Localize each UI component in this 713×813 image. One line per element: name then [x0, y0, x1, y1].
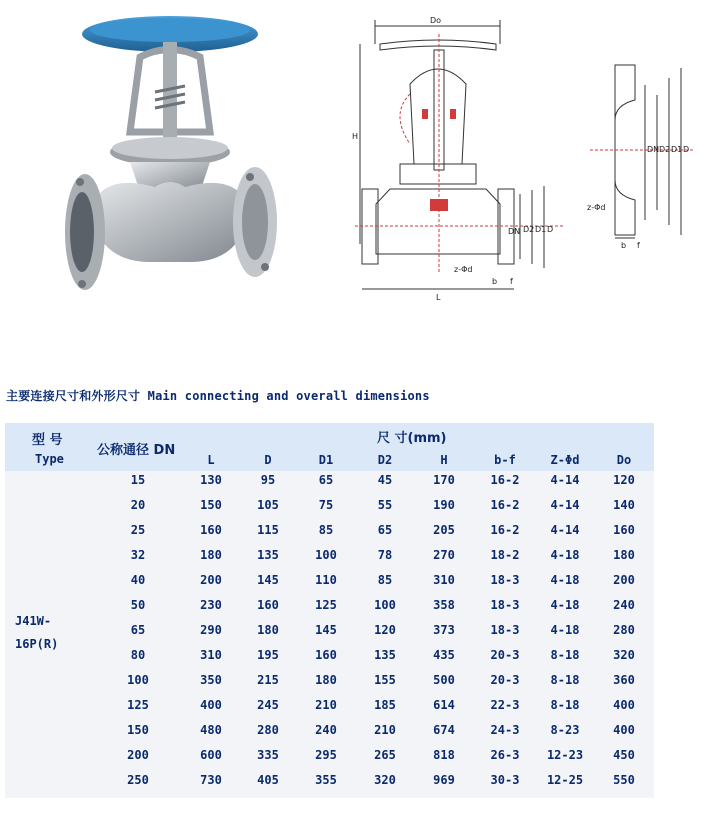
cell-do: 200	[613, 573, 635, 587]
cell-d2: 120	[374, 623, 396, 637]
label-f: f	[510, 277, 513, 286]
label-h: H	[352, 132, 359, 141]
cell-d1: 145	[315, 623, 337, 637]
cell-bf: 18-3	[490, 573, 520, 587]
cell-zd: 4-18	[550, 573, 580, 587]
caption-en: Main connecting and overall dimensions	[147, 389, 430, 403]
cell-d2: 155	[374, 673, 396, 687]
table-row	[5, 598, 654, 623]
cell-d1: 180	[315, 673, 337, 687]
cell-zd: 4-14	[550, 523, 580, 537]
cell-bf: 20-3	[490, 648, 520, 662]
table-row	[5, 698, 654, 723]
cell-zd: 4-18	[550, 623, 580, 637]
cell-h: 205	[433, 523, 455, 537]
cell-do: 400	[613, 698, 635, 712]
cell-h: 969	[433, 773, 455, 787]
cell-bf: 16-2	[490, 523, 520, 537]
cell-dn: 50	[130, 598, 146, 612]
header-col-zd: Z-Φd	[550, 453, 580, 467]
cell-dn: 32	[130, 548, 146, 562]
cell-d: 135	[257, 548, 279, 562]
cell-d: 335	[257, 748, 279, 762]
cell-l: 310	[200, 648, 222, 662]
table-row	[5, 648, 654, 673]
cell-h: 310	[433, 573, 455, 587]
cell-d: 115	[257, 523, 279, 537]
cell-d2: 320	[374, 773, 396, 787]
cell-do: 400	[613, 723, 635, 737]
flange-label-dn: DN	[647, 145, 660, 154]
cell-d1: 75	[318, 498, 334, 512]
cell-zd: 4-14	[550, 498, 580, 512]
flange-label-d1: D1	[671, 145, 683, 154]
cell-do: 450	[613, 748, 635, 762]
cell-d: 145	[257, 573, 279, 587]
cell-bf: 22-3	[490, 698, 520, 712]
cell-do: 180	[613, 548, 635, 562]
cell-d1: 125	[315, 598, 337, 612]
cell-do: 240	[613, 598, 635, 612]
cell-dn: 20	[130, 498, 146, 512]
cell-do: 320	[613, 648, 635, 662]
cell-l: 160	[200, 523, 222, 537]
cell-l: 480	[200, 723, 222, 737]
cell-zd: 12-23	[546, 748, 584, 762]
cell-d: 215	[257, 673, 279, 687]
table-row	[5, 773, 654, 798]
cell-bf: 16-2	[490, 473, 520, 487]
cell-d2: 45	[377, 473, 393, 487]
header-col-d2: D2	[377, 453, 393, 467]
cell-zd: 8-18	[550, 673, 580, 687]
label-b: b	[492, 277, 498, 286]
cell-d2: 185	[374, 698, 396, 712]
cell-zd: 8-18	[550, 648, 580, 662]
table-row	[5, 723, 654, 748]
label-d1: D1	[535, 225, 547, 234]
table-row	[5, 573, 654, 598]
cell-d2: 265	[374, 748, 396, 762]
cell-l: 130	[200, 473, 222, 487]
header-size-group: 尺 寸(mm)	[377, 431, 447, 446]
header-col-h: H	[440, 453, 448, 467]
cell-l: 180	[200, 548, 222, 562]
table-row	[5, 473, 654, 498]
flange-label-b: b	[621, 241, 627, 250]
cell-d2: 135	[374, 648, 396, 662]
cell-zd: 8-23	[550, 723, 580, 737]
cell-h: 358	[433, 598, 455, 612]
header-col-d1: D1	[318, 453, 334, 467]
label-zd: z-Φd	[454, 265, 473, 274]
cell-d2: 85	[377, 573, 393, 587]
flange-label-zd: z-Φd	[587, 203, 606, 212]
cell-d1: 100	[315, 548, 337, 562]
cell-dn: 15	[130, 473, 146, 487]
cell-bf: 18-3	[490, 623, 520, 637]
label-l: L	[436, 293, 441, 302]
label-d2: D2	[523, 225, 535, 234]
cell-d: 105	[257, 498, 279, 512]
header-col-l: L	[207, 453, 215, 467]
figure-area	[0, 0, 713, 330]
cell-d1: 355	[315, 773, 337, 787]
cell-do: 120	[613, 473, 635, 487]
cell-bf: 16-2	[490, 498, 520, 512]
cell-zd: 8-18	[550, 698, 580, 712]
cell-h: 170	[433, 473, 455, 487]
dimensions-table	[5, 423, 654, 798]
type-value-line1: J41W-	[15, 614, 52, 628]
cell-h: 373	[433, 623, 455, 637]
flange-label-f: f	[637, 241, 640, 250]
flange-detail-drawing	[585, 60, 700, 250]
cell-bf: 18-2	[490, 548, 520, 562]
table-row	[5, 673, 654, 698]
cell-d2: 100	[374, 598, 396, 612]
cell-dn: 40	[130, 573, 146, 587]
section-drawing	[350, 14, 580, 304]
cell-d1: 295	[315, 748, 337, 762]
cell-d: 405	[257, 773, 279, 787]
cell-d2: 78	[377, 548, 393, 562]
header-type-cn: 型 号	[32, 433, 63, 448]
cell-d: 95	[260, 473, 276, 487]
label-dn: DN	[508, 227, 521, 236]
cell-dn: 200	[127, 748, 149, 762]
label-d: D	[547, 225, 554, 234]
header-col-d: D	[264, 453, 272, 467]
cell-h: 500	[433, 673, 455, 687]
cell-l: 200	[200, 573, 222, 587]
cell-do: 140	[613, 498, 635, 512]
header-col-do: Do	[616, 453, 632, 467]
cell-d1: 65	[318, 473, 334, 487]
label-do: Do	[430, 16, 442, 25]
cell-l: 350	[200, 673, 222, 687]
cell-do: 360	[613, 673, 635, 687]
cell-dn: 25	[130, 523, 146, 537]
cell-bf: 30-3	[490, 773, 520, 787]
table-row	[5, 748, 654, 773]
cell-l: 290	[200, 623, 222, 637]
caption-cn: 主要连接尺寸和外形尺寸	[6, 389, 141, 403]
cell-d: 280	[257, 723, 279, 737]
cell-bf: 24-3	[490, 723, 520, 737]
cell-dn: 250	[127, 773, 149, 787]
table-row	[5, 548, 654, 573]
cell-d: 195	[257, 648, 279, 662]
cell-d1: 160	[315, 648, 337, 662]
cell-dn: 80	[130, 648, 146, 662]
cell-d: 180	[257, 623, 279, 637]
cell-h: 614	[433, 698, 455, 712]
cell-l: 230	[200, 598, 222, 612]
cell-l: 150	[200, 498, 222, 512]
table-row	[5, 623, 654, 648]
table-caption	[6, 387, 430, 404]
cell-h: 435	[433, 648, 455, 662]
cell-bf: 20-3	[490, 673, 520, 687]
cell-d2: 65	[377, 523, 393, 537]
cell-l: 730	[200, 773, 222, 787]
cell-dn: 65	[130, 623, 146, 637]
cell-d1: 240	[315, 723, 337, 737]
cell-do: 160	[613, 523, 635, 537]
cell-d2: 210	[374, 723, 396, 737]
cell-dn: 100	[127, 673, 149, 687]
header-type-en: Type	[35, 452, 64, 466]
cell-h: 270	[433, 548, 455, 562]
flange-label-d: D	[683, 145, 690, 154]
cell-h: 190	[433, 498, 455, 512]
cell-l: 400	[200, 698, 222, 712]
cell-d: 245	[257, 698, 279, 712]
flange-label-d2: D2	[659, 145, 671, 154]
cell-zd: 4-18	[550, 548, 580, 562]
cell-dn: 125	[127, 698, 149, 712]
globe-valve-photo	[60, 12, 290, 312]
cell-zd: 4-18	[550, 598, 580, 612]
cell-h: 818	[433, 748, 455, 762]
cell-d2: 55	[377, 498, 393, 512]
cell-dn: 150	[127, 723, 149, 737]
table-row	[5, 523, 654, 548]
cell-bf: 18-3	[490, 598, 520, 612]
cell-do: 550	[613, 773, 635, 787]
type-value-line2: 16P(R)	[15, 637, 59, 651]
cell-d1: 210	[315, 698, 337, 712]
cell-d: 160	[257, 598, 279, 612]
cell-do: 280	[613, 623, 635, 637]
cell-l: 600	[200, 748, 222, 762]
cell-h: 674	[433, 723, 455, 737]
cell-d1: 110	[315, 573, 337, 587]
cell-zd: 4-14	[550, 473, 580, 487]
cell-zd: 12-25	[546, 773, 584, 787]
table-row	[5, 498, 654, 523]
cell-bf: 26-3	[490, 748, 520, 762]
header-dn: 公称通径 DN	[97, 443, 176, 458]
table-header	[5, 423, 654, 471]
header-col-bf: b-f	[494, 453, 516, 467]
cell-d1: 85	[318, 523, 334, 537]
